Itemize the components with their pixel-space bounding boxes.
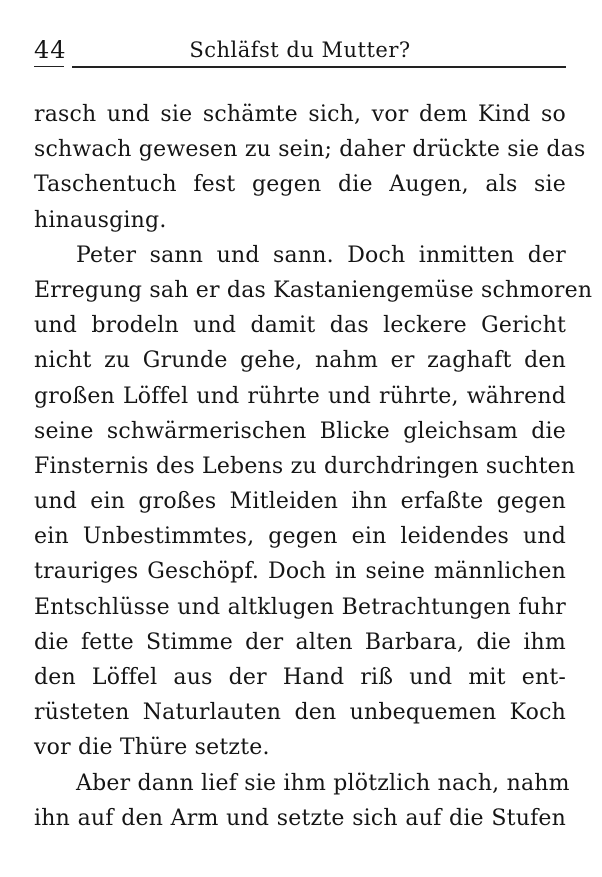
text-line: die fette Stimme der alten Barbara, die ihm — [34, 629, 566, 655]
text-line: seine schwärmerischen Blicke gleichsam die — [34, 418, 566, 444]
text-line: großen Löffel und rührte und rührte, während — [34, 383, 566, 409]
text-line: und ein großes Mitleiden ihn erfaßte gegen — [34, 489, 566, 515]
text-line: Taschentuch fest gegen die Augen, als sie — [34, 172, 566, 198]
text-line: schwach gewesen zu sein; daher drückte sie das — [34, 137, 586, 163]
text-line: Peter sann und sann. Doch inmitten der — [76, 242, 566, 268]
text-line: rasch und sie schämte sich, vor dem Kind so — [34, 102, 566, 127]
page-header — [34, 36, 566, 66]
running-title: Schläfst du Mutter? — [189, 38, 411, 62]
text-line: den Löffel aus der Hand riß und mit ent- — [34, 665, 566, 690]
text-line: und brodeln und damit das leckere Gericht — [34, 313, 566, 339]
text-line: ein Unbestimmtes, gegen ein leidendes und — [34, 524, 566, 550]
text-line: trauriges Geschöpf. Doch in seine männlichen — [34, 559, 566, 585]
text-line: Erregung sah er das Kastaniengemüse schmoren — [34, 277, 593, 303]
text-line: rüsteten Naturlauten den unbequemen Koch — [34, 700, 566, 726]
text-line: Aber dann lief sie ihm plötzlich nach, nahm — [76, 770, 570, 796]
header-rule — [72, 66, 566, 68]
text-line: Finsternis des Lebens zu durchdringen suchten — [34, 453, 576, 479]
text-line: vor die Thüre setzte. — [34, 735, 270, 761]
text-line: nicht zu Grunde gehe, nahm er zaghaft den — [34, 348, 566, 374]
text-line: Entschlüsse und altklugen Betrachtungen fuhr — [34, 594, 566, 620]
header-rule-left — [34, 66, 64, 67]
body-text — [34, 97, 593, 836]
text-line: ihn auf den Arm und setzte sich auf die Stufen — [34, 805, 566, 831]
page-number: 44 — [34, 36, 67, 64]
text-line: hinausging. — [34, 207, 167, 233]
